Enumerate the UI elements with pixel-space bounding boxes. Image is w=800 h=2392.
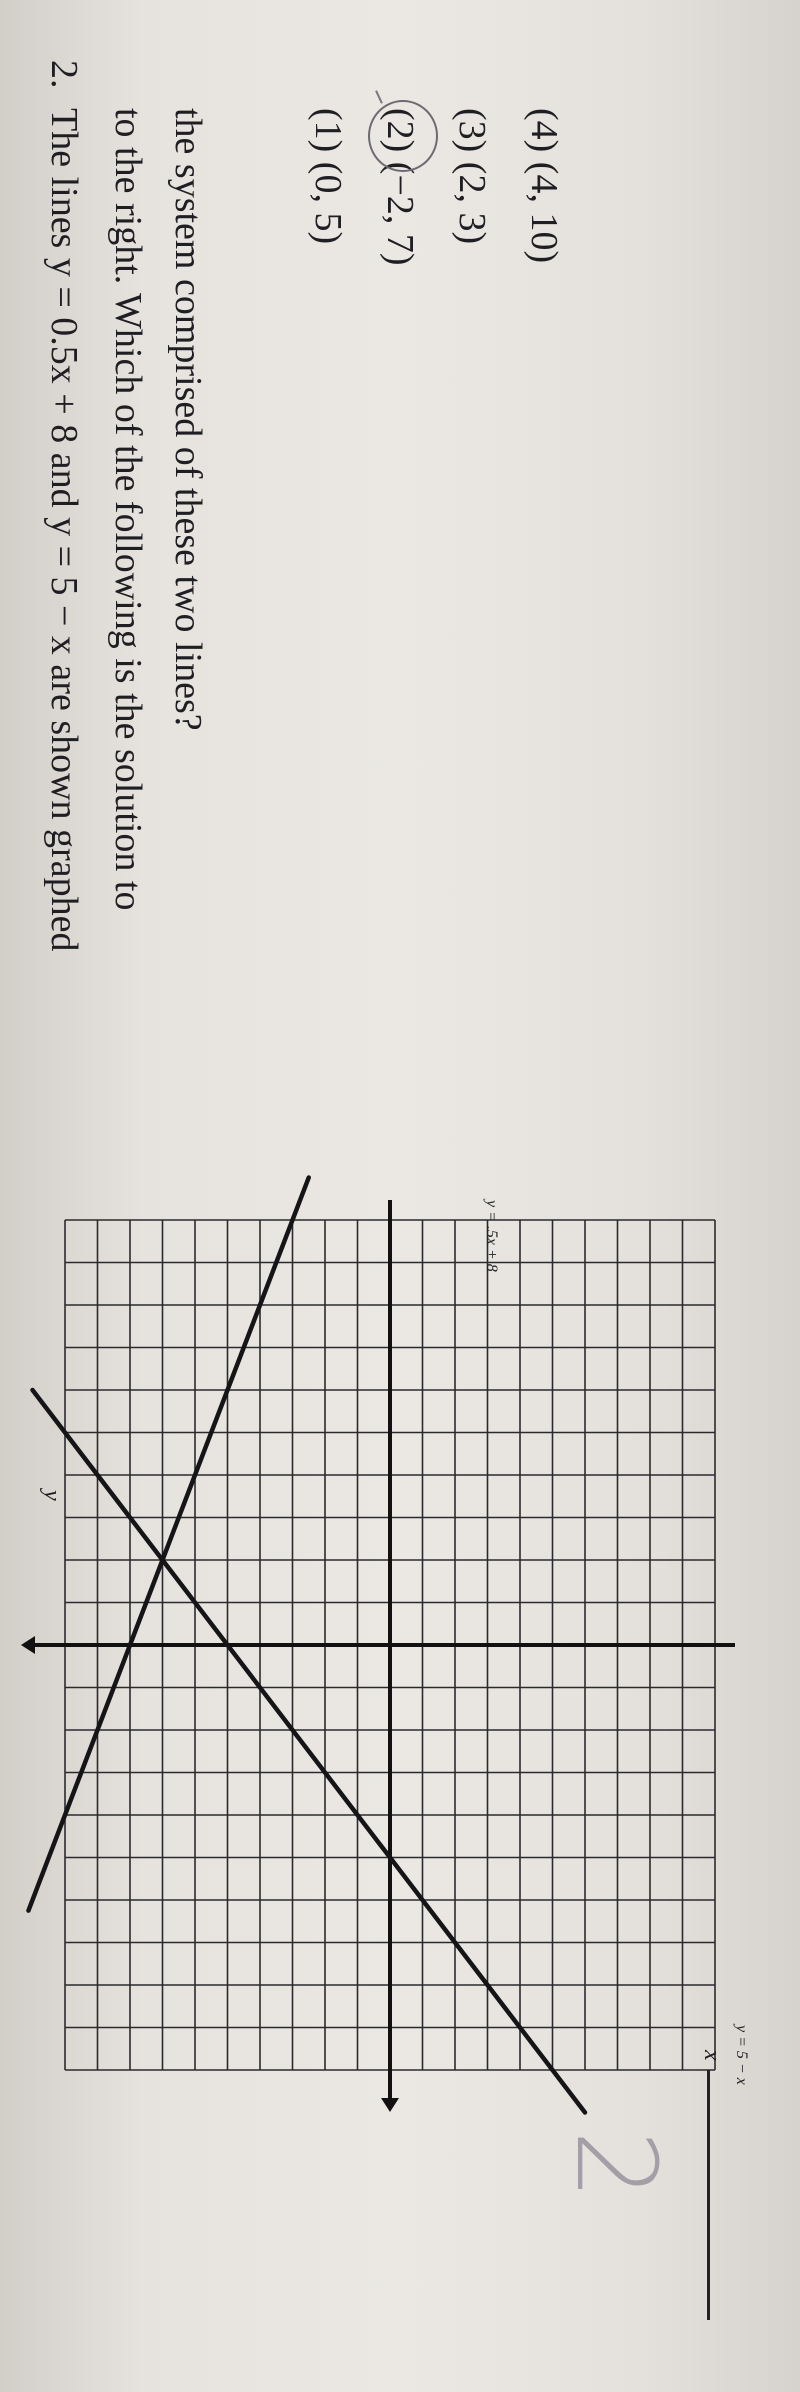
option-4[interactable]: (4) (4, 10) xyxy=(523,108,565,264)
y-axis-label: y xyxy=(39,1490,65,1501)
line-y-equals-half-x-plus-8 xyxy=(28,1178,308,1911)
line-y-equals-5-minus-x xyxy=(33,1390,586,2113)
question-number: 2. xyxy=(43,60,85,89)
option-3[interactable]: (3) (2, 3) xyxy=(451,108,493,245)
option-2[interactable]: (2) (−2, 7) xyxy=(379,108,421,266)
line-label-2: y = 5 − x xyxy=(733,2025,750,2085)
line-label-1: y = .5x + 8 xyxy=(483,1200,500,1272)
handwritten-answer: 2 xyxy=(552,2130,680,2200)
question-text-line-3: the system comprised of these two lines? xyxy=(167,108,209,731)
answer-blank-line xyxy=(707,2070,710,2320)
option-1[interactable]: (1) (0, 5) xyxy=(307,108,349,245)
question-text-line-1: The lines y = 0.5x + 8 and y = 5 − x are shown graphed xyxy=(43,108,85,952)
y-axis-arrow xyxy=(21,1636,35,1654)
x-axis-label: x xyxy=(699,2050,725,2061)
x-axis-arrow xyxy=(381,2098,399,2112)
question-text-line-2: to the right. Which of the following is the solution to xyxy=(107,108,149,911)
